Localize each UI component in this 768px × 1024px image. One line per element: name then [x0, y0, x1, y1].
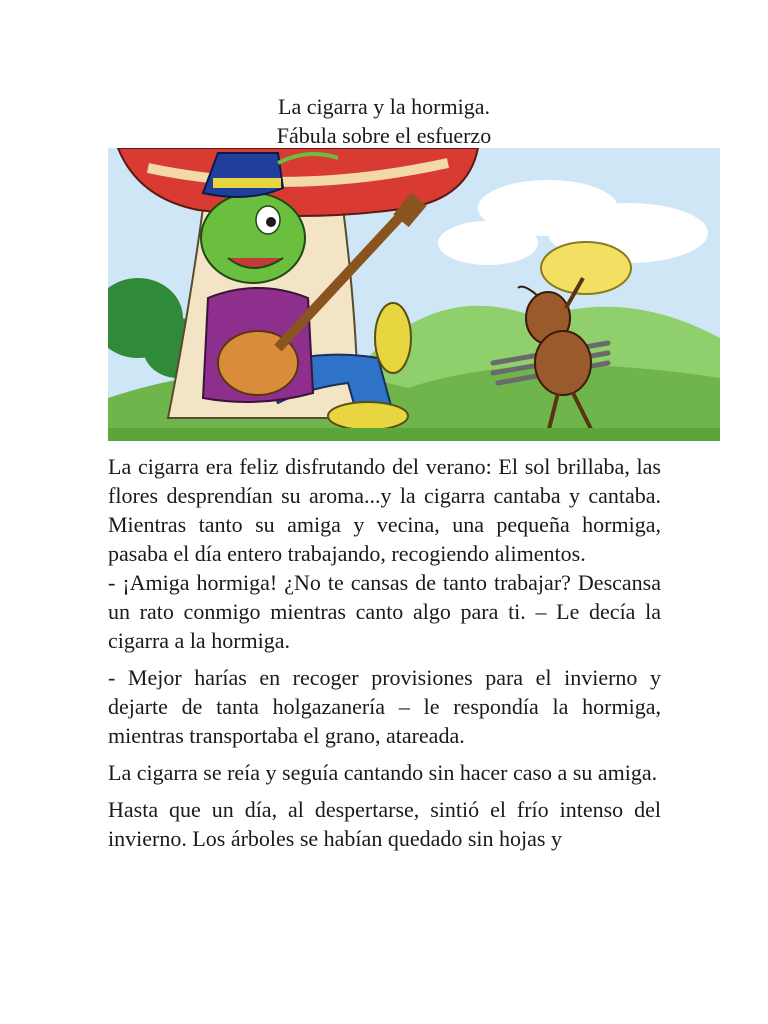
grass-foreground	[108, 428, 720, 441]
hat-icon	[203, 153, 283, 197]
bread-icon	[541, 242, 631, 294]
paragraph: La cigarra se reía y seguía cantando sin hacer caso a su amiga.	[108, 760, 658, 785]
story-body	[108, 452, 661, 861]
paragraph: - Mejor harías en recoger provisiones para el invierno y dejarte de tanta holgazanería – le respondía la hormiga, mientras transportaba el grano, atareada.	[108, 665, 661, 748]
title-block	[0, 92, 768, 150]
page-title: La cigarra y la hormiga.	[278, 94, 490, 119]
cricket-and-ant-illustration	[108, 148, 720, 441]
paragraph: La cigarra era feliz disfrutando del verano: El sol brillaba, las flores desprendían su aroma...y la cigarra cantaba y cantaba. Mientras tanto su amiga y vecina, una pequeña hormiga, pasaba el día entero trabajando, recogiendo alimentos.	[108, 454, 661, 566]
page-subtitle: Fábula sobre el esfuerzo	[276, 123, 492, 148]
paragraph: - ¡Amiga hormiga! ¿No te cansas de tanto trabajar? Descansa un rato conmigo mientras canto algo para ti. – Le decía la cigarra a la hormiga.	[108, 570, 661, 653]
paragraph: Hasta que un día, al despertarse, sintió el frío intenso del invierno. Los árboles se habían quedado sin hojas y	[108, 797, 661, 851]
